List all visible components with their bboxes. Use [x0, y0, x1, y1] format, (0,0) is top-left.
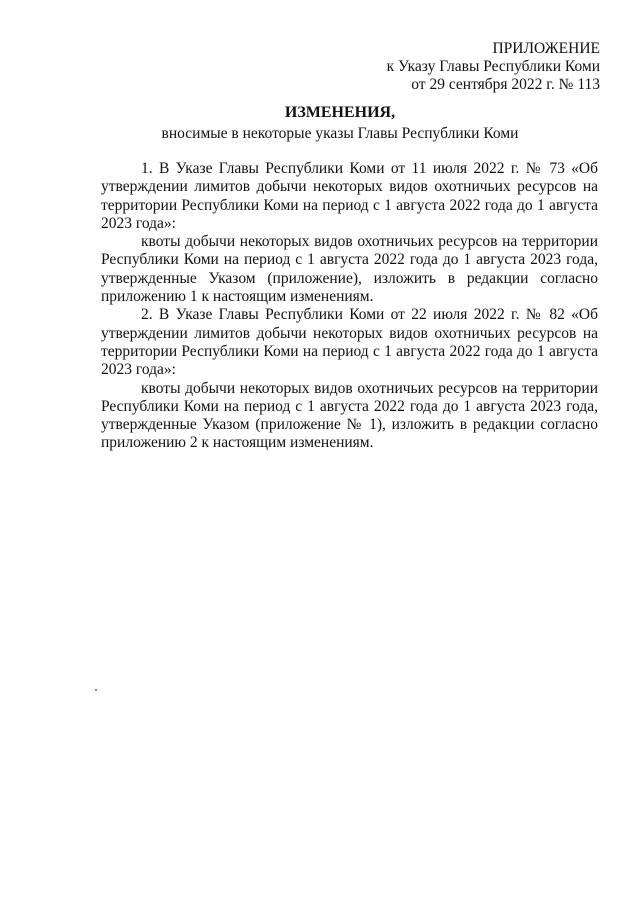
- document-title: ИЗМЕНЕНИЯ,: [284, 104, 396, 121]
- appendix-label: ПРИЛОЖЕНИЕ: [492, 40, 600, 57]
- paragraph-2: квоты добычи некоторых видов охотничьих ресурсов на территории Республики Коми на период с 1 августа 2022 года до 1 августа 2023 года, утвержденные Указом (приложение), изложить в редакции согласно приложению 1 к настоящим изменениям.: [101, 233, 598, 306]
- paragraph-1: 1. В Указе Главы Республики Коми от 11 июля 2022 г. № 73 «Об утверждении лимитов добычи некоторых видов охотничьих ресурсов на территории Республики Коми на период с 1 августа 2022 года до 1 августа 2023 года»:: [101, 160, 598, 232]
- title-block: [0, 104, 640, 143]
- appendix-date-number: от 29 сентября 2022 г. № 113: [411, 76, 600, 93]
- document-subtitle: вносимые в некоторые указы Главы Республики Коми: [161, 125, 519, 142]
- scan-speck: [95, 689, 97, 691]
- paragraph-3: 2. В Указе Главы Республики Коми от 22 июля 2022 г. № 82 «Об утверждении лимитов добычи некоторых видов охотничьих ресурсов на территории Республики Коми на период с 1 августа 2022 года до 1 августа 2023 года»:: [101, 306, 598, 379]
- appendix-decree-ref: к Указу Главы Республики Коми: [386, 58, 600, 75]
- appendix-block: [387, 40, 600, 94]
- paragraph-4: квоты добычи некоторых видов охотничьих ресурсов на территории Республики Коми на период с 1 августа 2022 года до 1 августа 2023 года, утвержденные Указом (приложение № 1), изложить в редакции согласно приложению 2 к настоящим изменениям.: [101, 379, 598, 452]
- document-body: [101, 160, 598, 453]
